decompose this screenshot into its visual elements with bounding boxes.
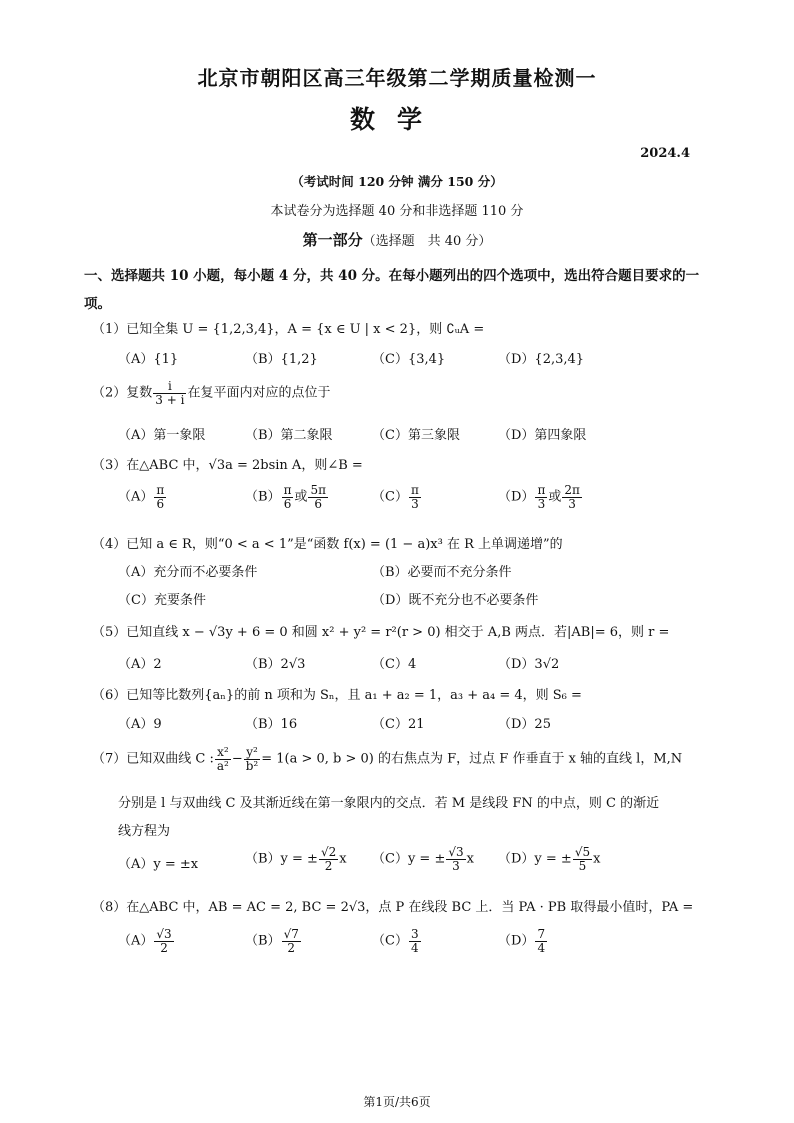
q5-option-d: （D）3√2 [498,657,560,672]
part-title-main: 第一部分 [302,231,363,249]
fraction [154,928,173,954]
fraction [562,484,582,510]
option-label: （D） [498,489,535,505]
variable-x: x [466,851,474,867]
denominator: 2 [324,858,333,873]
option-label: （C） [372,933,408,949]
numerator: 2π [564,483,580,497]
numerator: y² [244,746,261,760]
exam-info: （考试时间 120 分钟 满分 150 分） [291,174,503,189]
q7-option-a: （A）y = ±x [118,857,199,872]
question-5-stem [92,621,669,640]
question-number: （5） [92,625,127,640]
score-split: 本试卷分为选择题 40 分和非选择题 110 分 [270,204,524,219]
q6-option-d: （D）25 [498,717,551,732]
section-instruction: 一、选择题共 10 小题，每小题 4 分，共 40 分。在每小题列出的四个选项中，选出符合题目要求的一项。 [84,268,700,312]
q6-option-a: （A）9 [118,717,162,732]
numerator: π [410,483,419,497]
question-text: 已知等比数列{aₙ}的前 n 项和为 Sₙ，且 a₁ + a₂ = 1，a₃ + a₄ = 4，则 S₆ = [126,688,582,703]
q3-option-b [245,484,329,510]
or-text: 或 [294,489,308,505]
question-number: （2） [92,385,127,401]
numerator: √3 [448,845,464,859]
fraction [308,484,328,510]
question-1-stem [92,318,484,337]
option-label: （A） [118,489,154,505]
question-7-stem [92,746,682,772]
numerator: x² [215,746,231,760]
fraction [535,928,547,954]
denominator: 4 [410,940,419,955]
subject-title: 数学 [349,105,444,134]
q2-option-a: （A）第一象限 [118,428,206,443]
question-text-post: = 1(a > 0, b > 0) 的右焦点为 F，过点 F 作垂直于 x 轴的直线 l，M,N [261,751,683,767]
q2-option-c: （C）第三象限 [372,428,460,443]
option-label: （B）y = ± [245,851,318,867]
denominator: 3 [411,496,419,511]
option-label: （B） [245,489,281,505]
question-7-line-2: 分别是 l 与双曲线 C 及其渐近线在第一象限内的交点．若 M 是线段 FN 的中点，则 C 的渐近 [118,796,660,811]
question-number: （3） [92,458,127,473]
q8-option-d [498,928,548,954]
or-text: 或 [548,489,562,505]
q8-option-b [245,928,302,954]
question-2-stem [92,380,330,406]
q5-option-c: （C）4 [372,657,417,672]
denominator: 4 [537,940,546,955]
denominator: 3 + i [155,392,185,407]
numerator: 5π [310,483,326,497]
q1-option-d: （D）{2,3,4} [498,352,585,367]
option-label: （D）y = ± [498,851,572,867]
q2-option-d: （D）第四象限 [498,428,587,443]
page-footer: 第1页/共6页 [363,1095,431,1109]
question-4-stem [92,533,563,552]
question-text: 在△ABC 中，AB = AC = 2, BC = 2√3，点 P 在线段 BC 上．当 PA · PB 取得最小值时，PA = [126,900,694,915]
variable-x: x [593,851,601,867]
numerator: √7 [283,927,299,941]
option-label: （B） [245,933,281,949]
denominator: 6 [156,496,165,511]
q7-option-b [245,846,347,872]
exam-title: 北京市朝阳区高三年级第二学期质量检测一 [197,66,597,90]
option-label: （C）y = ± [372,851,446,867]
q8-option-a [118,928,175,954]
denominator: a² [216,758,229,773]
q8-option-c [372,928,422,954]
part-title [0,229,794,250]
question-number: （7） [92,751,127,767]
question-number: （6） [92,688,127,703]
question-text: 已知 a ∈ R，则“0 < a < 1”是“函数 f(x) = (1 − a)x³ 在 R 上单调递增”的 [126,537,563,552]
numerator: √5 [574,845,591,859]
fraction [282,928,301,954]
denominator: 3 [568,496,576,511]
q4-option-d: （D）既不充分也不必要条件 [372,593,539,608]
q4-option-a: （A）充分而不必要条件 [118,565,258,580]
fraction [319,846,338,872]
q6-option-c: （C）21 [372,717,425,732]
fraction [282,484,294,510]
denominator: 3 [537,496,546,511]
question-number: （4） [92,537,127,552]
numerator: 3 [410,927,419,941]
numerator: 7 [537,927,546,941]
question-text-pre: 复数 [126,385,153,401]
fraction [215,746,231,772]
q3-option-c [372,484,422,510]
question-7-line-3: 线方程为 [118,824,171,839]
denominator: 3 [452,858,460,873]
exam-date: 2024.4 [640,146,690,161]
denominator: 5 [578,858,587,873]
question-3-stem [92,454,363,473]
q4-option-b: （B）必要而不充分条件 [372,565,512,580]
denominator: 6 [314,496,323,511]
numerator: i [153,380,186,394]
fraction [409,484,421,510]
q4-option-c: （C）充要条件 [118,593,206,608]
fraction [153,380,186,406]
question-text: 在△ABC 中，√3a = 2bsin A，则∠B = [126,458,363,473]
denominator: b² [245,758,259,773]
question-text-pre: 已知双曲线 C : [126,751,214,767]
fraction [573,846,592,872]
q1-option-b: （B）{1,2} [245,352,318,367]
question-6-stem [92,684,582,703]
q6-option-b: （B）16 [245,717,298,732]
option-label: （A） [118,933,154,949]
q1-option-c: （C）{3,4} [372,352,446,367]
q3-option-d [498,484,583,510]
q7-option-c [372,846,474,872]
q5-option-a: （A）2 [118,657,162,672]
question-number: （8） [92,900,127,915]
numerator: π [156,483,165,497]
part-title-note: （选择题 共 40 分） [362,234,492,249]
fraction [409,928,421,954]
q1-option-a: （A）{1} [118,352,179,367]
denominator: 6 [283,496,292,511]
numerator: π [283,483,292,497]
question-text: 已知直线 x − √3y + 6 = 0 和圆 x² + y² = r²(r > 0) 相交于 A,B 两点．若|AB|= 6，则 r = [126,625,670,640]
q2-option-b: （B）第二象限 [245,428,333,443]
variable-x: x [339,851,347,867]
denominator: 2 [160,940,168,955]
fraction [535,484,547,510]
fraction [446,846,465,872]
option-label: （D） [498,933,535,949]
numerator: √2 [320,845,337,859]
question-8-stem [92,896,693,915]
q7-option-d [498,846,600,872]
question-number: （1） [92,322,127,337]
question-text-post: 在复平面内对应的点位于 [187,385,331,401]
fraction [244,746,261,772]
fraction [154,484,166,510]
numerator: √3 [156,927,172,941]
numerator: π [537,483,546,497]
q3-option-a [118,484,167,510]
option-label: （C） [372,489,408,505]
q5-option-b: （B）2√3 [245,657,306,672]
denominator: 2 [287,940,296,955]
question-text: 已知全集 U = {1,2,3,4}，A = {x ∈ U | x < 2}，则 ∁ᵤA = [126,322,485,337]
minus-sign: − [231,751,243,767]
